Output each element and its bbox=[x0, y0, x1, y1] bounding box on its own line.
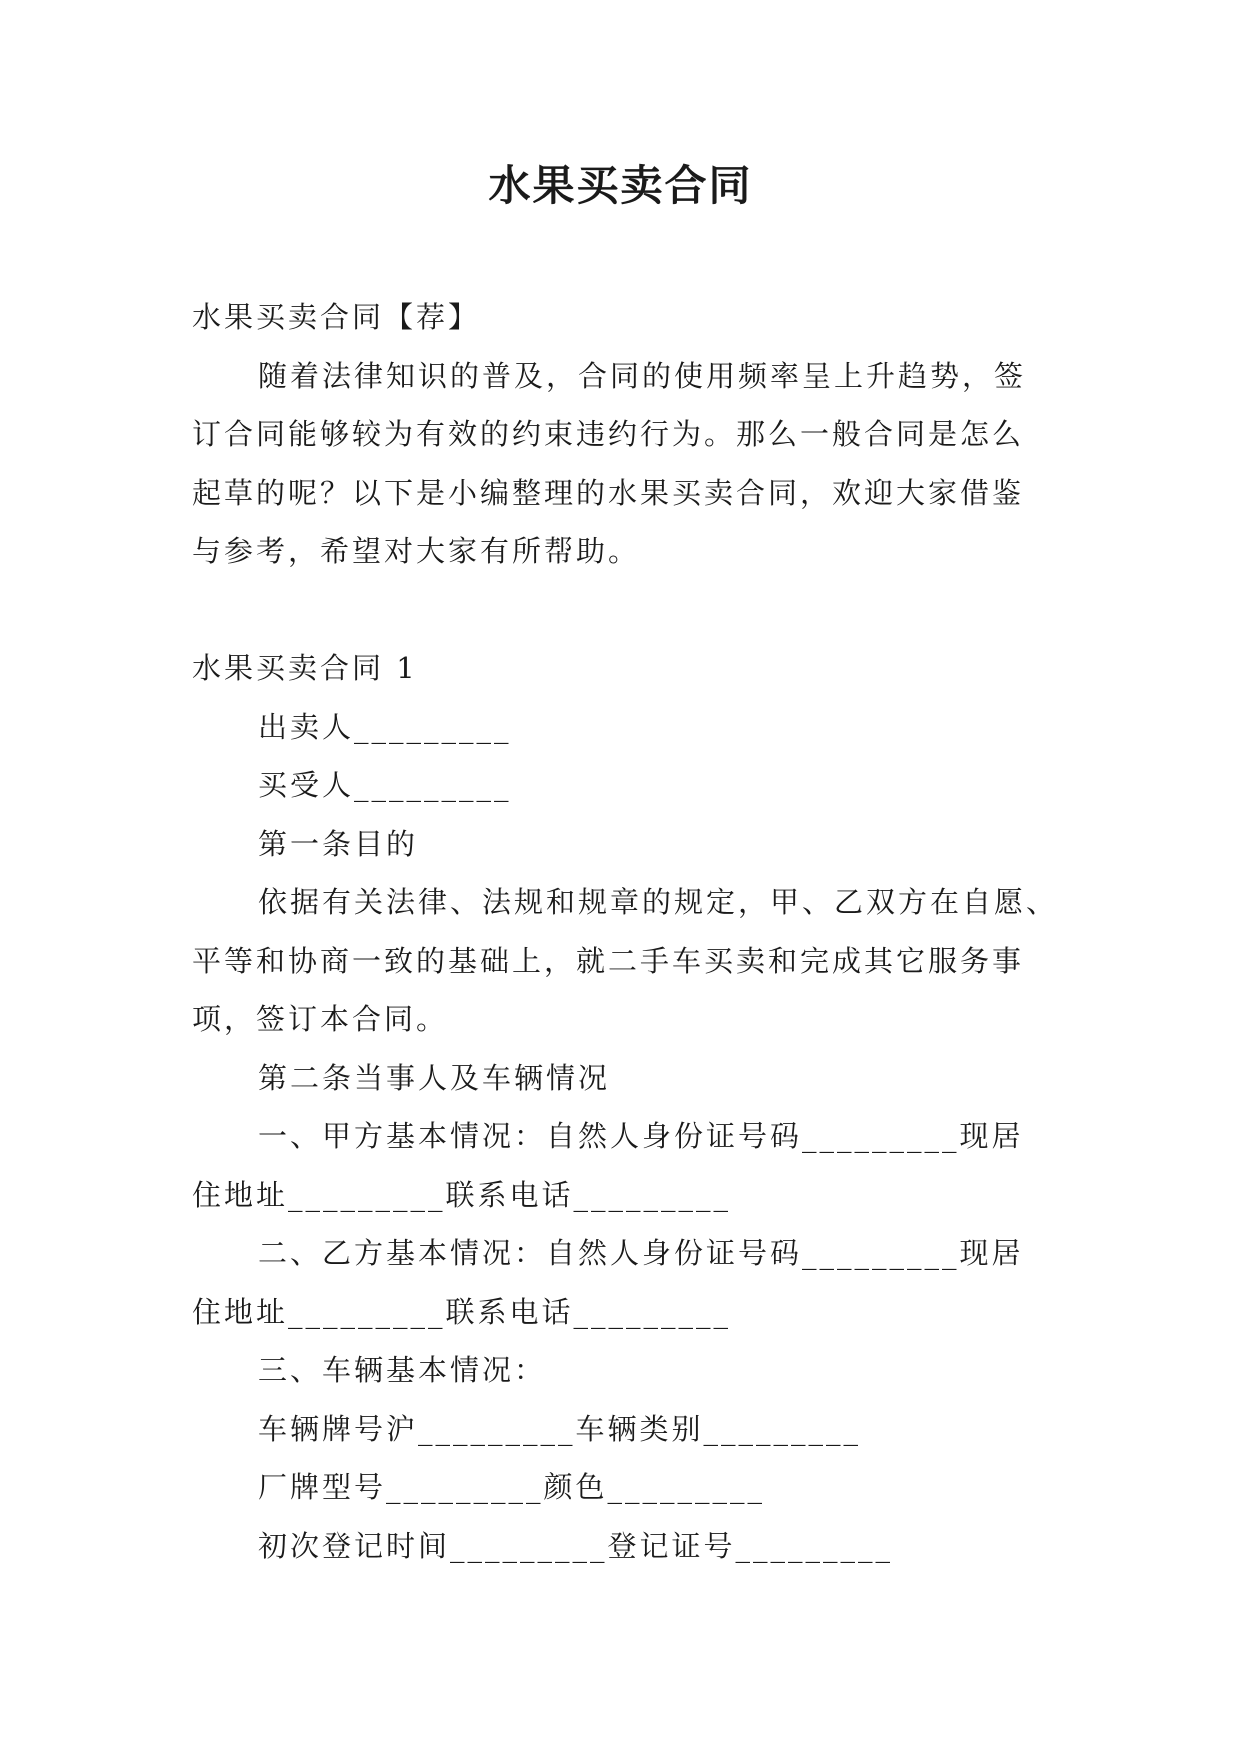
intro-paragraph-line: 随着法律知识的普及，合同的使用频率呈上升趋势，签 bbox=[258, 358, 1027, 393]
document-title: 水果买卖合同 bbox=[488, 161, 753, 210]
section-heading: 水果买卖合同 1 bbox=[192, 651, 418, 685]
party-b-line: 二、乙方基本情况：自然人身份证号码_________现居 bbox=[258, 1236, 1024, 1270]
intro-paragraph-line: 与参考，希望对大家有所帮助。 bbox=[192, 534, 641, 568]
intro-paragraph-line: 订合同能够较为有效的约束违约行为。那么一般合同是怎么 bbox=[192, 417, 1025, 451]
party-a-line: 一、甲方基本情况：自然人身份证号码_________现居 bbox=[258, 1119, 1024, 1153]
article-2-title: 第二条当事人及车辆情况 bbox=[258, 1060, 611, 1095]
party-a-line: 住地址_________联系电话_________ bbox=[192, 1177, 732, 1212]
article-1-title: 第一条目的 bbox=[258, 826, 419, 861]
vehicle-title: 三、车辆基本情况： bbox=[258, 1353, 547, 1387]
buyer-field: 买受人_________ bbox=[258, 768, 512, 802]
paragraph-spacer bbox=[192, 581, 1052, 640]
article-1-line: 项，签订本合同。 bbox=[192, 1002, 449, 1036]
article-1-line: 平等和协商一致的基础上，就二手车买卖和完成其它服务事 bbox=[192, 943, 1025, 978]
vehicle-register-field: 初次登记时间_________登记证号_________ bbox=[258, 1528, 894, 1563]
article-1-line: 依据有关法律、法规和规章的规定，甲、乙双方在自愿、 bbox=[258, 885, 1059, 919]
vehicle-model-field: 厂牌型号_________颜色_________ bbox=[258, 1470, 766, 1504]
seller-field: 出卖人_________ bbox=[258, 709, 512, 744]
party-b-line: 住地址_________联系电话_________ bbox=[192, 1294, 732, 1329]
vehicle-plate-field: 车辆牌号沪_________车辆类别_________ bbox=[258, 1411, 862, 1446]
document-body bbox=[192, 288, 1059, 1575]
intro-heading: 水果买卖合同【荐】 bbox=[192, 300, 481, 334]
intro-paragraph-line: 起草的呢？以下是小编整理的水果买卖合同，欢迎大家借鉴 bbox=[192, 475, 1025, 510]
